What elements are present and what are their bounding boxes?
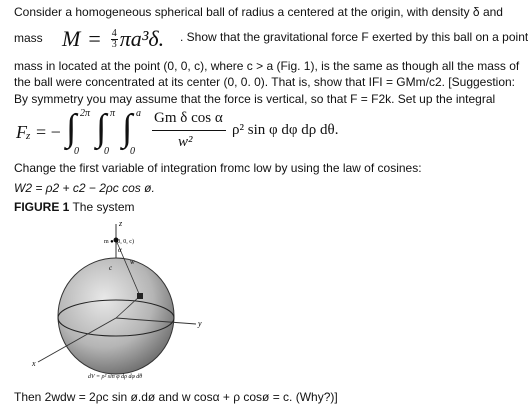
label-w: w — [130, 258, 135, 266]
law-of-cosines: W2 = ρ2 + c2 − 2ρc cos ø. — [14, 181, 155, 195]
integral-lower-limit-3: 0 — [130, 146, 135, 157]
mass-fraction-numerator: 4 — [111, 27, 117, 39]
label-z: z — [119, 219, 123, 228]
integral-upper-limit-3: a — [136, 108, 141, 119]
problem-line-6: Change the first variable of integration fromc low by using the law of cosines: — [14, 161, 422, 175]
problem-line-2-rest: . Show that the gravitational force F exerted by this ball on a point — [180, 30, 528, 44]
label-y: y — [198, 319, 202, 328]
mass-fraction-denominator: 3 — [111, 38, 117, 50]
label-c: c — [109, 264, 113, 272]
mass-equals: = — [88, 26, 101, 51]
integrand-fraction-bar — [152, 130, 226, 131]
integral-upper-limit-1: 2π — [80, 108, 91, 119]
integral-sign-2: ∫ — [96, 107, 107, 149]
figure-diagram — [18, 212, 208, 380]
integral-lower-limit-1: 0 — [74, 146, 79, 157]
integrand-denominator: w² — [178, 134, 193, 150]
figure-caption: The system — [72, 200, 135, 214]
integral-upper-limit-2: π — [110, 108, 116, 119]
label-point: m ● (0, 0, c) — [104, 239, 134, 245]
label-alpha: α — [118, 246, 122, 254]
sphere — [58, 258, 174, 374]
force-integral — [14, 107, 339, 157]
mass-fraction — [111, 29, 118, 50]
mass-rhs: πa³δ. — [119, 26, 165, 51]
label-x: x — [32, 359, 36, 368]
integral-sign-3: ∫ — [122, 107, 133, 149]
problem-line-5: By symmetry you may assume that the force is vertical, so that F = F2k. Set up the integral — [14, 92, 496, 106]
mass-label: mass — [14, 31, 43, 45]
volume-element — [137, 293, 143, 299]
integral-lower-limit-2: 0 — [104, 146, 109, 157]
problem-line-1: Consider a homogeneous spherical ball of radius a centered at the origin, with density δ and — [14, 5, 503, 19]
mass-symbol: M — [62, 26, 81, 51]
figure-title: FIGURE 1 — [14, 200, 70, 214]
label-dv: dV = ρ² sin φ dρ dφ dθ — [88, 374, 143, 380]
problem-line-8: Then 2wdw = 2ρc sin ø.dø and w cosα + ρ cosø = c. (Why?)] — [14, 390, 338, 404]
integral-equals: = − — [36, 122, 61, 142]
integral-lhs: F — [16, 122, 27, 142]
integral-sign-1: ∫ — [66, 107, 77, 149]
mass-formula — [62, 23, 164, 55]
integrand-tail: ρ² sin φ dφ dρ dθ. — [232, 122, 339, 138]
integrand-numerator: Gm δ cos α — [154, 110, 223, 126]
problem-line-3: mass in located at the point (0, 0, c), where c > a (Fig. 1), is the same as though all the mass of — [14, 59, 520, 73]
problem-line-4: the ball were concentrated at its center (0, 0. 0). That is, show that IFI = GMm/c2. [Suggestion: — [14, 75, 516, 89]
integral-lhs-subscript: z — [26, 130, 31, 142]
